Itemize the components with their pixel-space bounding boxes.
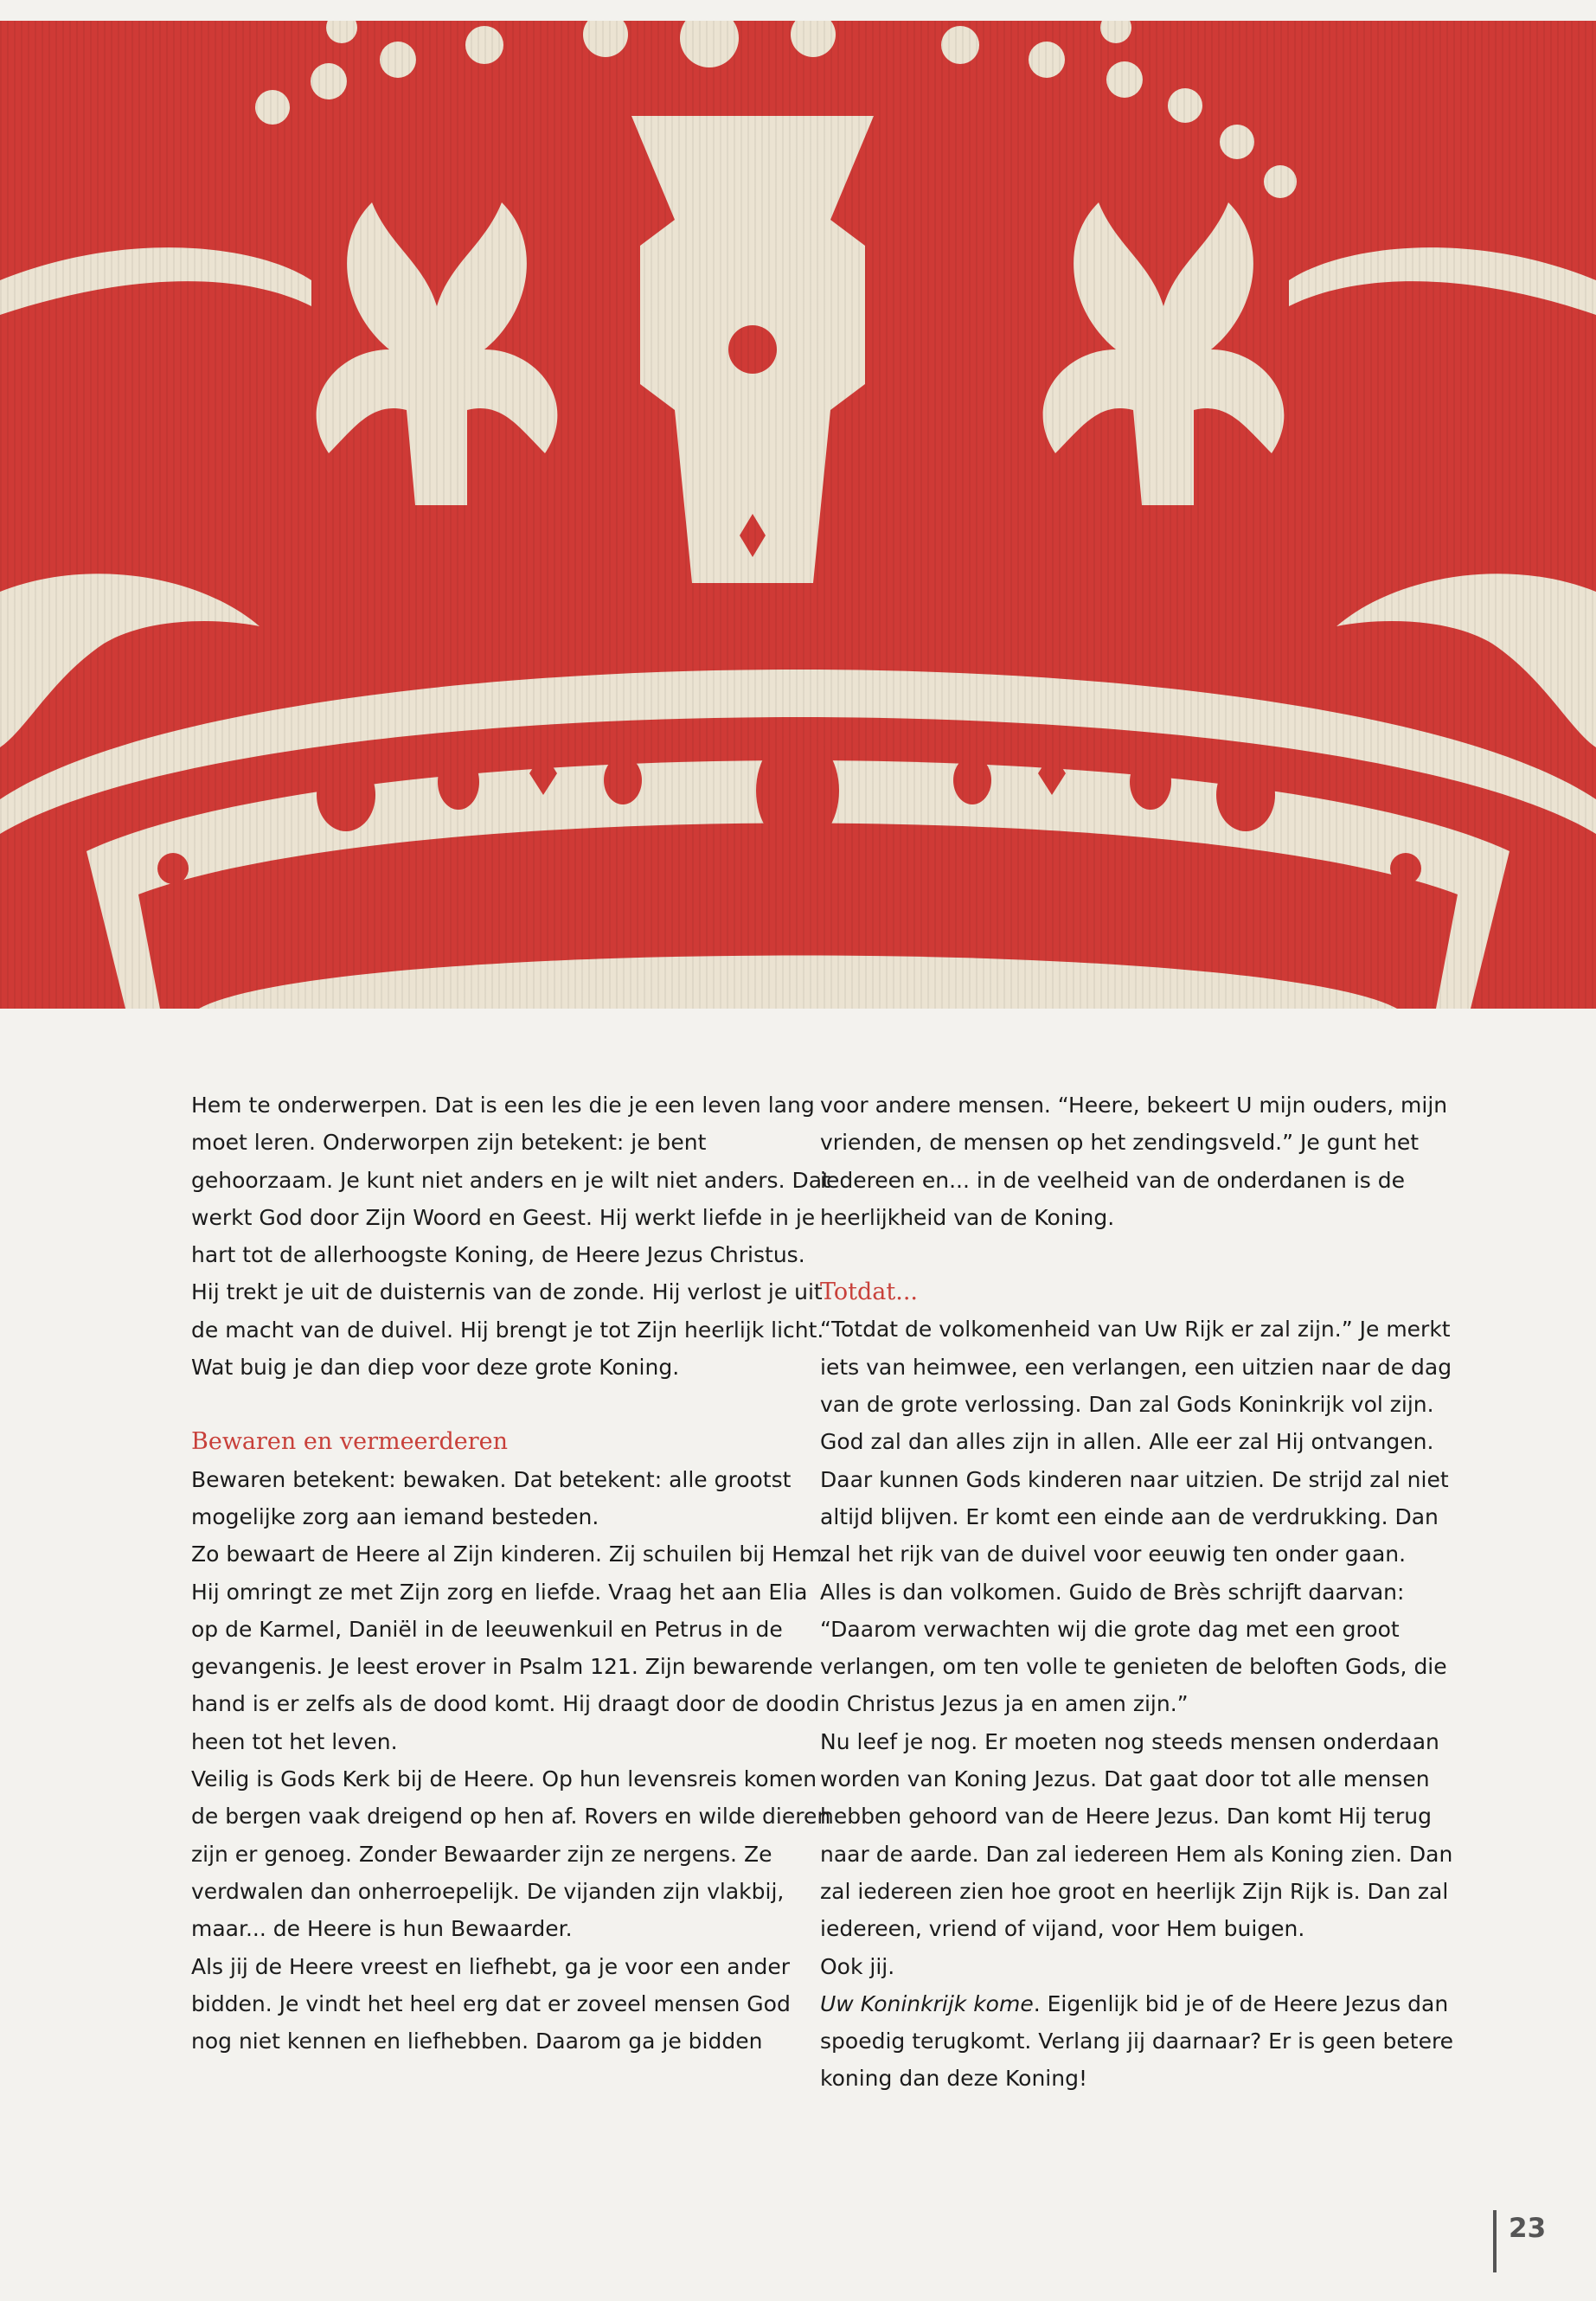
paragraph-text: . Eigenlijk bid je of de Heere Jezus dan spoedig terugkomt. Verlang jij daarnaar? Er is geen betere koning dan deze Koning! bbox=[820, 1990, 1454, 2092]
paragraph: Zo bewaart de Heere al Zijn kinderen. Zij schuilen bij Hem. Hij omringt ze met Zijn zorg en liefde. Vraag het aan Elia op de Karmel, Daniël in de leeuwenkuil en Petrus in de gevangenis. Je leest erover in Psalm 121. Zijn bewarende hand is er zelfs als de dood komt. Hij draagt door de dood heen tot het leven. bbox=[191, 1541, 830, 1754]
left-column bbox=[191, 1086, 831, 2060]
paragraph: “Totdat de volkomenheid van Uw Rijk er zal zijn.” Je merkt iets van heimwee, een verlangen, een uitzien naar de dag van de grote verlossing. Dan zal Gods Koninkrijk vol zijn. God zal dan alles zijn in allen. Alle eer zal Hij ontvangen. Daar kunnen Gods kinderen naar uitzien. De strijd zal niet altijd blijven. Er komt een einde aan de verdrukking. Dan zal het rijk van de duivel voor eeuwig ten onder gaan. Alles is dan volkomen. Guido de Brès schrijft daarvan: “Daarom verwachten wij die grote dag met een groot verlangen, om ten volle te genieten de beloften Gods, die in Christus Jezus ja en amen zijn.” bbox=[820, 1317, 1452, 1717]
italic-phrase: Uw Koninkrijk kome bbox=[820, 1990, 1034, 2016]
paragraph: Hem te onderwerpen. Dat is een les die je een leven lang moet leren. Onderworpen zijn betekent: je bent gehoorzaam. Je kunt niet anders en je wilt niet anders. Dat werkt God door Zijn Woord en Geest. Hij werkt liefde in je hart tot de allerhoogste Koning, de Heere Jezus Christus. Hij trekt je uit de duisternis van de zonde. Hij verlost je uit de macht van de duivel. Hij brengt je tot Zijn heerlijk licht. Wat buig je dan diep voor deze grote Koning. bbox=[191, 1093, 830, 1381]
paragraph: Als jij de Heere vreest en liefhebt, ga je voor een ander bidden. Je vindt het heel erg dat er zoveel mensen God nog niet kennen en liefhebben. Daarom ga je bidden bbox=[191, 1953, 791, 2054]
paragraph: Bewaren betekent: bewaken. Dat betekent: alle grootst mogelijke zorg aan iemand besteden. bbox=[191, 1466, 792, 1529]
paragraph: Veilig is Gods Kerk bij de Heere. Op hun levensreis komen de bergen vaak dreigend op hen af. Rovers en wilde dieren zijn er genoeg. Zonder Bewaarder zijn ze nergens. Ze verdwalen dan onherroepelijk. De vijanden zijn vlakbij, maar... de Heere is hun Bewaarder. bbox=[191, 1766, 831, 1942]
right-column bbox=[820, 1086, 1460, 2098]
section-heading: Bewaren en vermeerderen bbox=[191, 1428, 508, 1456]
section-heading: Totdat... bbox=[820, 1279, 918, 1306]
crown-icon bbox=[0, 21, 1596, 1009]
page-number-rule bbox=[1493, 2210, 1497, 2272]
paragraph: Nu leef je nog. Er moeten nog steeds mensen onderdaan worden van Koning Jezus. Dat gaat door tot alle mensen hebben gehoord van de Heere Jezus. Dan komt Hij terug naar de aarde. Dan zal iedereen Hem als Koning zien. Dan zal iedereen zien hoe groot en heerlijk Zijn Rijk is. Dan zal iedereen, vriend of vijand, voor Hem buigen. bbox=[820, 1728, 1453, 1942]
paragraph: Ook jij. bbox=[820, 1953, 895, 1979]
paragraph: voor andere mensen. “Heere, bekeert U mijn ouders, mijn vrienden, de mensen op het zendingsveld.” Je gunt het iedereen en... in de veelheid van de onderdanen is de heerlijkheid van de Koning. bbox=[820, 1093, 1448, 1230]
page-number: 23 bbox=[1509, 2213, 1547, 2244]
paragraph bbox=[820, 1985, 1460, 2098]
crown-illustration bbox=[0, 21, 1596, 1009]
